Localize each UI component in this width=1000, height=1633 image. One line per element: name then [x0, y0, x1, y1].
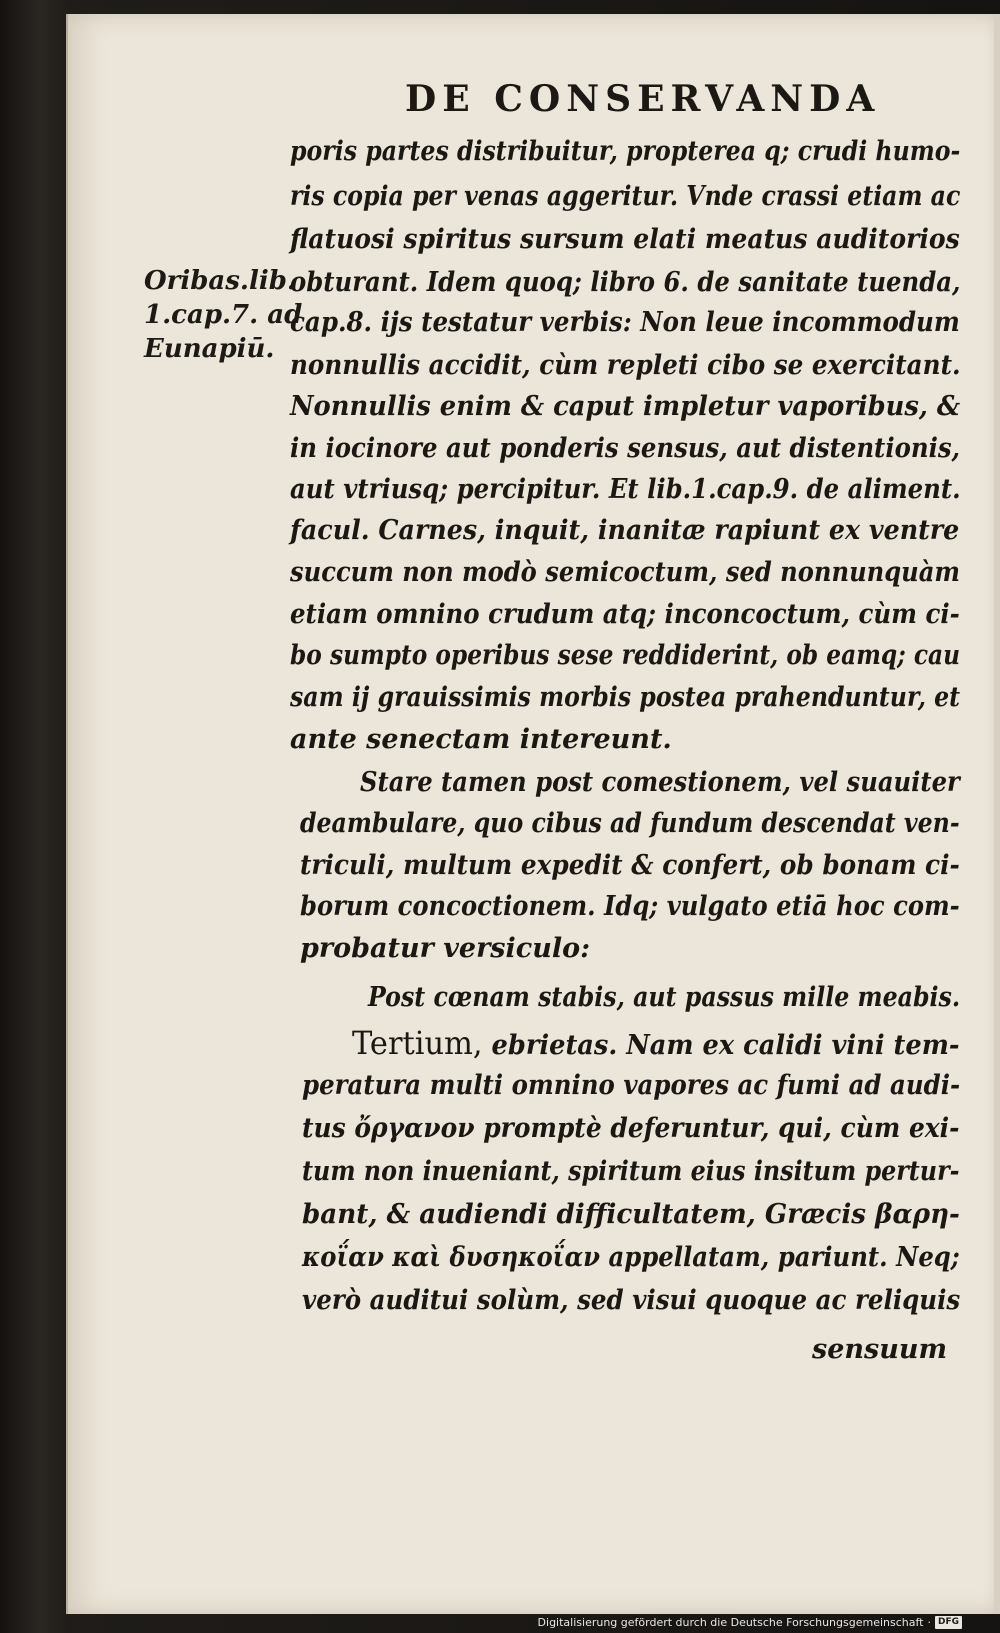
text-line: cap.8. ijs testatur verbis: Non leue incommodum [290, 307, 960, 338]
marginal-note-line: Oribas.lib. [144, 266, 296, 296]
text-line: facul. Carnes, inquit, inanitæ rapiunt ex ventre [290, 515, 960, 546]
text-line: probatur versiculo: [300, 933, 591, 964]
text-line: etiam omnino crudum atq; inconcoctum, cùm ci- [290, 599, 960, 630]
text-line: obturant. Idem quoq; libro 6. de sanitate tuenda, [290, 267, 961, 298]
text-line: sam ij grauissimis morbis postea prahenduntur, et [290, 682, 961, 713]
page-edge [994, 14, 1000, 1614]
text-line: deambulare, quo cibus ad fundum descendat ven- [300, 808, 960, 839]
catchword: sensuum [812, 1334, 948, 1365]
text-line: tum non inueniant, spiritum eius insitum pertur- [302, 1156, 960, 1187]
verse-line: Post cœnam stabis, aut passus mille meabis. [368, 982, 961, 1013]
text-line: borum concoctionem. Idq; vulgato etiā hoc com- [300, 891, 960, 922]
text-line: bo sumpto operibus sese reddiderint, ob eamq; cau [290, 640, 961, 671]
text-line: Stare tamen post comestionem, vel suauiter [360, 767, 960, 798]
digitization-footer: Digitalisierung gefördert durch die Deutsche Forschungsgemeinschaft · DFG [538, 1614, 962, 1630]
text-line: succum non modò semicoctum, sed nonnunquàm [290, 557, 961, 588]
text-line: nonnullis accidit, cùm repleti cibo se exercitant. [290, 350, 961, 381]
text-line: triculi, multum expedit & confert, ob bonam ci- [300, 850, 960, 881]
text-line: flatuosi spiritus sursum elati meatus auditorios [290, 224, 960, 255]
text-line: verò auditui solùm, sed visui quoque ac reliquis [302, 1285, 961, 1316]
tertium-word: Tertium, [352, 1024, 483, 1062]
text-line: ante senectam intereunt. [290, 724, 672, 755]
footer-text: Digitalisierung gefördert durch die Deutsche Forschungsgemeinschaft [537, 1615, 924, 1629]
text-line: tus ὄργανον promptè deferuntur, qui, cùm exi- [302, 1113, 960, 1144]
running-header: DE CONSERVANDA [405, 78, 881, 120]
text-line: Nonnullis enim & caput impletur vaporibus, & [290, 391, 961, 422]
text-line: peratura multi omnino vapores ac fumi ad audi- [302, 1070, 961, 1101]
marginal-note-line: 1.cap.7. ad [144, 300, 303, 330]
tertium-rest: ebrietas. Nam ex calidi vini tem- [491, 1030, 960, 1061]
text-line: aut vtriusq; percipitur. Et lib.1.cap.9. de aliment. [290, 474, 961, 505]
text-line: κοΐαν καὶ δυσηκοΐαν appellatam, pariunt. Neq; [302, 1242, 960, 1273]
dfg-logo-icon: DFG [935, 1616, 962, 1629]
marginal-note [144, 264, 304, 366]
text-line: ris copia per venas aggeritur. Vnde crassi etiam ac [290, 181, 961, 212]
text-line-tertium [352, 1024, 960, 1062]
text-line: bant, & audiendi difficultatem, Græcis βαρη- [302, 1199, 960, 1230]
text-line: poris partes distribuitur, propterea q; crudi humo- [290, 136, 961, 167]
marginal-note-line: Eunapiū. [144, 334, 275, 364]
text-line: in iocinore aut ponderis sensus, aut distentionis, [290, 433, 961, 464]
